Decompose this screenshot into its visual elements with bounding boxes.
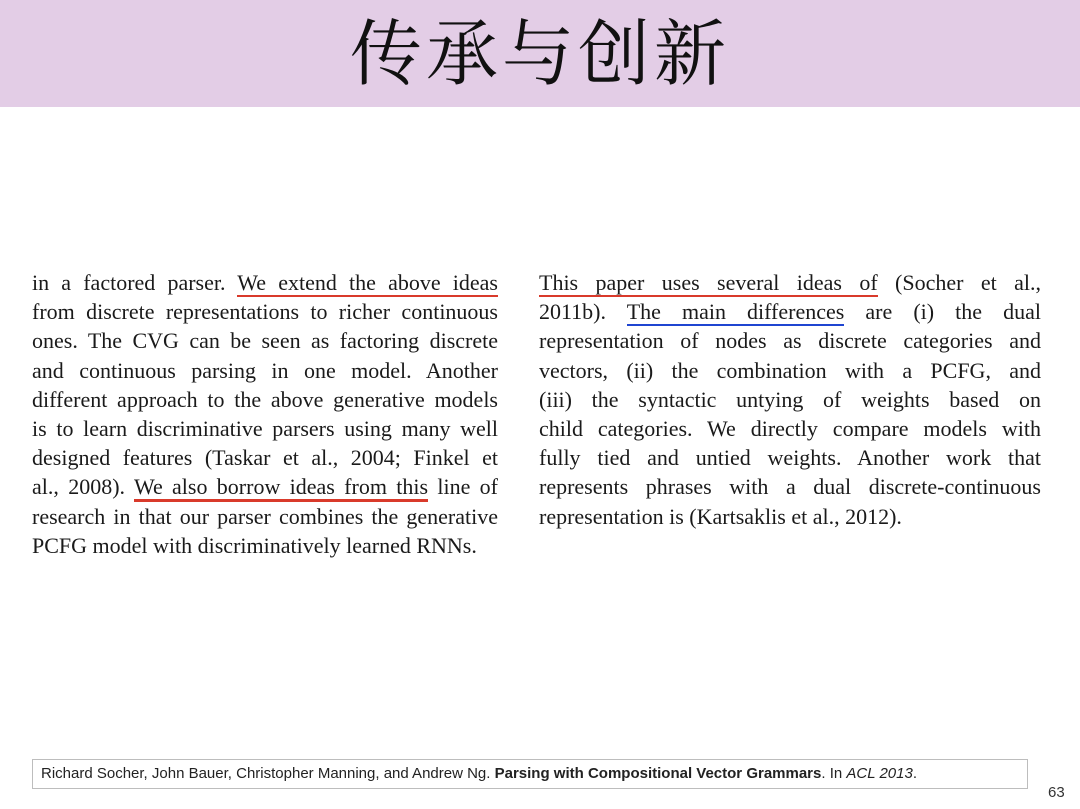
text-segment: representation is (Kartsaklis et al., 2012). [539, 503, 902, 529]
text-segment: (Socher et al., [877, 270, 1041, 295]
text-segment: are (i) the dual [844, 299, 1041, 325]
right-column-line [539, 472, 1041, 501]
paper-left-column [32, 268, 498, 560]
left-column-line [32, 472, 498, 501]
highlight-underline-red: We extend the above ideas [237, 270, 498, 297]
slide-title: 传承与创新 [349, 12, 730, 96]
left-column-line [32, 385, 498, 414]
highlight-underline-blue: The main differences [627, 299, 845, 326]
text-segment: (iii) the syntactic untying of weights based on [539, 386, 1041, 412]
left-column-line [32, 268, 498, 297]
text-segment: represents phrases with a dual discrete-continuous [539, 474, 1041, 500]
citation-authors: Richard Socher, John Bauer, Christopher Manning, and Andrew Ng. [41, 765, 495, 782]
right-column-line [539, 268, 1041, 297]
highlight-underline-red: We also borrow ideas from this [134, 474, 428, 501]
citation-box [32, 759, 1028, 789]
right-column-line [539, 414, 1041, 443]
text-segment: ones. The CVG can be seen as factoring discrete [32, 328, 498, 354]
text-segment: fully tied and untied weights. Another work that [539, 445, 1041, 471]
text-segment: research in that our parser combines the generative [32, 503, 498, 529]
right-column-line [539, 502, 1041, 531]
left-column-line [32, 414, 498, 443]
text-segment: different approach to the above generative models [32, 386, 498, 412]
text-segment: from discrete representations to richer continuous [32, 299, 498, 325]
right-column-line [539, 326, 1041, 355]
left-column-line [32, 326, 498, 355]
citation-end: . [912, 765, 917, 782]
highlight-underline-red: This paper uses several ideas of [539, 270, 878, 297]
right-column-line [539, 385, 1041, 414]
text-segment: vectors, (ii) the combination with a PCFG, and [539, 357, 1041, 383]
left-column-line [32, 531, 498, 560]
citation-venue-prefix: . In [821, 765, 847, 782]
text-segment: and continuous parsing in one model. Another [32, 357, 498, 383]
left-column-line [32, 443, 498, 472]
left-column-line [32, 356, 498, 385]
text-segment: representation of nodes as discrete categories and [539, 328, 1041, 354]
text-segment: PCFG model with discriminatively learned RNNs. [32, 532, 477, 558]
text-segment: in a factored parser. [32, 270, 238, 295]
text-segment: child categories. We directly compare models with [539, 415, 1041, 441]
text-segment: 2011b). [539, 299, 627, 325]
citation-venue: ACL 2013 [846, 765, 913, 782]
right-column-line [539, 356, 1041, 385]
right-column-line [539, 297, 1041, 326]
paper-right-column [539, 268, 1041, 531]
text-segment: line of [428, 474, 498, 500]
citation-paper-title: Parsing with Compositional Vector Grammars [494, 765, 822, 782]
text-segment: al., 2008). [32, 474, 134, 500]
text-segment: is to learn discriminative parsers using many well [32, 415, 498, 441]
left-column-line [32, 297, 498, 326]
text-segment: designed features (Taskar et al., 2004; Finkel et [32, 445, 498, 471]
right-column-line [539, 443, 1041, 472]
left-column-line [32, 502, 498, 531]
page-number: 63 [1048, 784, 1065, 801]
